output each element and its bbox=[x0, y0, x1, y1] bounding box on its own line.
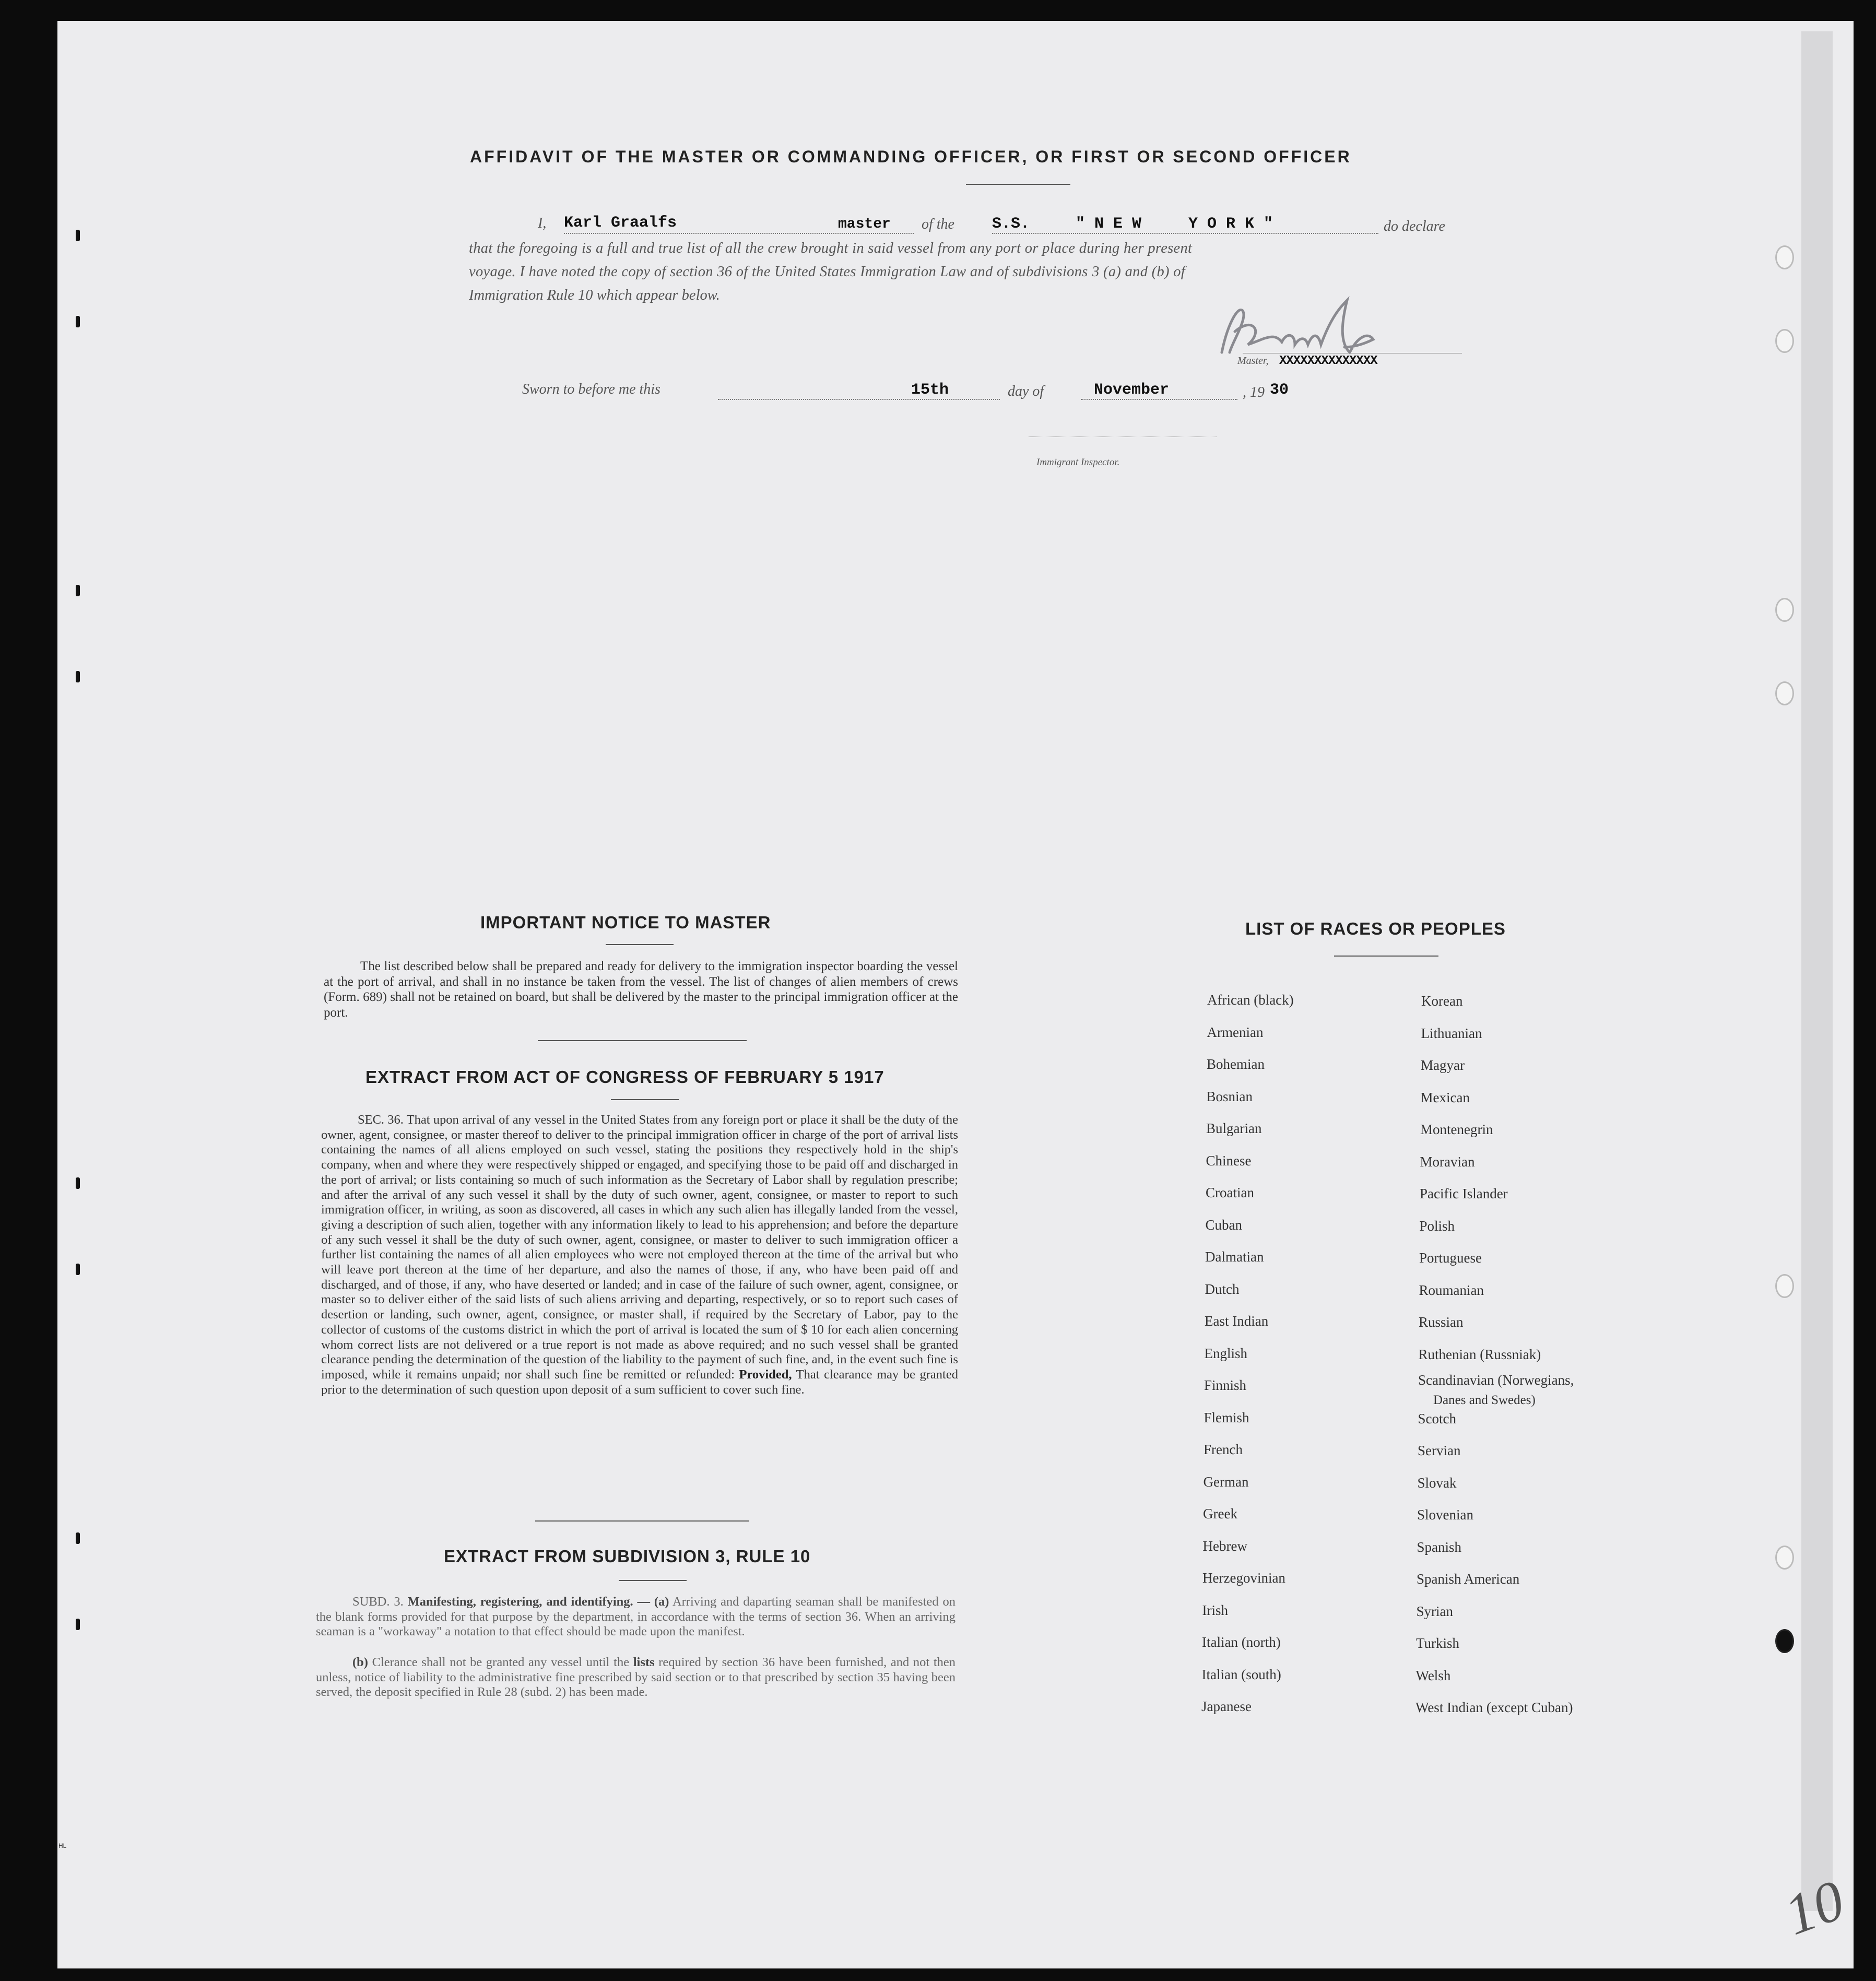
race-item: Slovak bbox=[1417, 1475, 1457, 1491]
race-item: Japanese bbox=[1201, 1699, 1252, 1714]
notice-text: The list described below shall be prepared and ready for delivery to the immigration inspector boarding the vessel at the port of arrival, and shall in no instance be taken from the vessel. The list of changes of alien members of crews (Form. 689) shall not be retained on board, but shall be delivered by the master to the principal immigration officer at the port. bbox=[324, 959, 958, 1020]
race-item: Croatian bbox=[1206, 1185, 1254, 1200]
race-item: Bohemian bbox=[1207, 1056, 1265, 1072]
divider bbox=[966, 184, 1070, 185]
divider bbox=[535, 1520, 749, 1522]
race-item: Montenegrin bbox=[1420, 1122, 1493, 1137]
master-label: Master, bbox=[1237, 355, 1269, 367]
edge-mark bbox=[76, 1177, 80, 1189]
day-of-label: day of bbox=[1008, 383, 1044, 399]
affidavit-title: AFFIDAVIT OF THE MASTER OR COMMANDING OFFICER, OR FIRST OR SECOND OFFICER bbox=[470, 147, 1352, 166]
edge-mark bbox=[76, 230, 80, 241]
edge-mark bbox=[76, 316, 80, 327]
month-line bbox=[1081, 399, 1237, 400]
of-the-label: of the bbox=[922, 216, 954, 232]
affidavit-line-2: that the foregoing is a full and true list of all the crew brought in said vessel from any port or place during her present bbox=[469, 240, 1193, 256]
do-declare-label: do declare bbox=[1384, 218, 1445, 234]
edge-mark bbox=[76, 585, 80, 596]
race-item: Flemish bbox=[1204, 1409, 1249, 1425]
binder-hole bbox=[1775, 1629, 1794, 1653]
master-rank: master bbox=[838, 216, 891, 232]
divider bbox=[619, 1580, 687, 1581]
sec36-end: That clearance may be granted prior to the determination of such question upon deposit of a sum sufficient to cover such fine. bbox=[321, 1367, 958, 1397]
year-suffix: 30 bbox=[1270, 381, 1289, 399]
notice-title: IMPORTANT NOTICE TO MASTER bbox=[480, 913, 771, 932]
provided-word: Provided, bbox=[739, 1367, 792, 1382]
race-item: Ruthenian (Russniak) bbox=[1418, 1346, 1541, 1362]
extract-act-title: EXTRACT FROM ACT OF CONGRESS OF FEBRUARY 5 1917 bbox=[365, 1067, 884, 1087]
subd-a-paragraph bbox=[316, 1595, 955, 1640]
edge-mark bbox=[76, 1619, 80, 1630]
edge-mark bbox=[76, 1264, 80, 1275]
race-item: Dutch bbox=[1205, 1281, 1240, 1297]
race-item: Roumanian bbox=[1419, 1282, 1484, 1298]
race-item: French bbox=[1204, 1442, 1243, 1457]
race-item: Scandinavian (Norwegians, bbox=[1418, 1372, 1574, 1388]
binder-hole bbox=[1775, 681, 1794, 705]
race-item: Slovenian bbox=[1417, 1507, 1473, 1523]
subd-a-label: — (a) bbox=[637, 1595, 669, 1609]
race-item: Welsh bbox=[1415, 1667, 1451, 1683]
divider bbox=[538, 1040, 747, 1041]
subd-b-paragraph bbox=[316, 1655, 955, 1700]
race-item: Italian (south) bbox=[1201, 1666, 1281, 1682]
race-item: Syrian bbox=[1416, 1603, 1453, 1619]
race-item: African (black) bbox=[1207, 992, 1294, 1008]
sworn-month: November bbox=[1094, 381, 1170, 399]
race-item: Korean bbox=[1421, 993, 1463, 1009]
binder-hole bbox=[1775, 598, 1794, 622]
race-item: Lithuanian bbox=[1421, 1025, 1482, 1041]
affidavit-line-3: voyage. I have noted the copy of section 36 of the United States Immigration Law and of subdivisions 3 (a) and (b) of bbox=[469, 264, 1186, 280]
race-item: Bosnian bbox=[1206, 1088, 1253, 1104]
subd-b-text1: Clerance shall not be granted any vessel until the bbox=[372, 1655, 630, 1669]
race-item: Irish bbox=[1202, 1602, 1228, 1618]
edge-mark bbox=[76, 671, 80, 682]
divider bbox=[1334, 956, 1438, 957]
binder-hole bbox=[1775, 1546, 1794, 1570]
subd-heading: Manifesting, registering, and identifying. bbox=[407, 1595, 633, 1609]
race-item: Portuguese bbox=[1419, 1250, 1482, 1266]
race-scandinavian-continued: Danes and Swedes) bbox=[1433, 1393, 1536, 1407]
race-item: East Indian bbox=[1205, 1313, 1269, 1329]
race-item: German bbox=[1203, 1473, 1249, 1490]
race-item: Bulgarian bbox=[1206, 1121, 1262, 1136]
ship-prefix: S.S. bbox=[992, 215, 1030, 233]
race-item: Finnish bbox=[1204, 1377, 1247, 1393]
subd-label: SUBD. 3. bbox=[352, 1595, 404, 1609]
race-item: Pacific Islander bbox=[1420, 1186, 1508, 1201]
subd-b-label: (b) bbox=[352, 1655, 368, 1669]
subd-b-lists: lists bbox=[633, 1655, 655, 1669]
race-item: West Indian (except Cuban) bbox=[1415, 1700, 1573, 1715]
race-item: Chinese bbox=[1206, 1152, 1252, 1169]
race-item: English bbox=[1204, 1345, 1248, 1361]
subd-b-text2: required by section 36 have been furnished, and not then unless, notice of liability to the administrative fine prescribed by said section or to that prescribed by section 35 having been served, the deposit specified in Rule 28 (subd. 2) has been made. bbox=[316, 1655, 956, 1699]
race-item: Hebrew bbox=[1202, 1538, 1247, 1554]
sec36-body: SEC. 36. That upon arrival of any vessel in the United States from any foreign port or place it shall be the duty of the owner, agent, consignee, or master thereof to deliver to the principal immigration officer in charge of the port of arrival lists containing the names of all aliens employed on such vessel, stating the positions they respectively hold in the ship's company, when and where they were respectively shipped or engaged, and specifying those to be paid off and discharged in the port of arrival; or lists containing so much of such information as the Secretary of Labor shall by regulation prescribe; and after the arrival of any such vessel it shall by the duty of such owner, agent, consignee, or master to report to such immigration officer, in writing, as soon as discovered, all cases in which any such alien has illegally landed from the vessel, giving a description of such alien, together with any information likely to lead to his apprehension; and before the departure of any such vessel it shall be the duty of such owner, agent, consignee, or master to deliver to such immigration officer a further list containing the names of all alien employees who were not employed thereon at the time of the arrival but who will leave port thereon at the time of her departure, and also the names of those, if any, who have been paid off and discharged, and of those, if any, who have deserted or landed; and in case of the failure of such owner, agent, consignee, or master so to deliver either of the said lists of such aliens arriving and departing, respectively, or so to report such cases of desertion or landing, such owner, agent, consignee, or master shall, if required by the Secretary of Labor, pay to the collector of customs of the customs district in which the port of arrival is located the sum of $ 10 for each alien concerning whom correct lists are not delivered or a true report is not made as above required; and no such vessel shall be granted clearance pending the determination of the question of the liability to the payment of such fine, and, in the event such fine is imposed, while it remains unpaid; nor shall such fine be remitted or refunded: bbox=[321, 1113, 958, 1382]
divider bbox=[606, 944, 674, 945]
race-item: Italian (north) bbox=[1202, 1634, 1281, 1650]
race-item: Armenian bbox=[1207, 1024, 1264, 1040]
struck-out-text: XXXXXXXXXXXXXX bbox=[1279, 354, 1377, 368]
race-item: Cuban bbox=[1205, 1217, 1242, 1233]
corner-page-mark: 10 bbox=[1776, 1867, 1853, 1948]
race-item: Russian bbox=[1419, 1314, 1464, 1330]
ship-name: " N E W Y O R K " bbox=[1076, 215, 1273, 233]
extract-rule-title: EXTRACT FROM SUBDIVISION 3, RULE 10 bbox=[444, 1547, 811, 1566]
affidavit-i: I, bbox=[538, 215, 547, 231]
extract-act-text bbox=[321, 1113, 958, 1397]
race-item: Greek bbox=[1203, 1506, 1237, 1522]
binder-hole bbox=[1775, 245, 1794, 269]
race-item: Servian bbox=[1418, 1443, 1461, 1458]
race-item: Herzegovinian bbox=[1202, 1570, 1285, 1586]
master-name: Karl Graalfs bbox=[564, 214, 677, 232]
sworn-line bbox=[718, 399, 1000, 400]
subd-a-text: Arriving and daparting seaman shall be manifested on the blank forms provided for that purpose by the department, in accordance with the terms of section 36. When an arriving seaman is a "workaway" a notation to that effect should be made upon the manifest. bbox=[316, 1595, 955, 1638]
race-item: Turkish bbox=[1416, 1635, 1460, 1651]
race-item: Magyar bbox=[1421, 1057, 1465, 1073]
year-prefix: , 19 bbox=[1243, 384, 1265, 400]
race-item: Moravian bbox=[1420, 1153, 1475, 1170]
ship-line bbox=[992, 233, 1378, 234]
binder-hole bbox=[1775, 329, 1794, 353]
affidavit-line-4: Immigration Rule 10 which appear below. bbox=[469, 287, 720, 303]
page-edge bbox=[1801, 31, 1833, 1911]
race-item: Scotch bbox=[1418, 1410, 1456, 1426]
divider bbox=[611, 1099, 679, 1100]
races-title: LIST OF RACES OR PEOPLES bbox=[1245, 919, 1506, 938]
edge-mark bbox=[76, 1532, 80, 1544]
binder-hole bbox=[1775, 1274, 1794, 1298]
sworn-day: 15th bbox=[911, 381, 949, 399]
sworn-label: Sworn to before me this bbox=[522, 381, 660, 397]
race-item: Dalmatian bbox=[1205, 1249, 1264, 1265]
margin-note: HL bbox=[58, 1842, 67, 1849]
race-item: Mexican bbox=[1420, 1089, 1470, 1105]
inspector-label: Immigrant Inspector. bbox=[1036, 457, 1120, 468]
race-item: Spanish bbox=[1417, 1539, 1462, 1555]
race-item: Polish bbox=[1419, 1218, 1455, 1234]
race-item: Spanish American bbox=[1417, 1571, 1520, 1587]
name-line bbox=[564, 233, 914, 234]
